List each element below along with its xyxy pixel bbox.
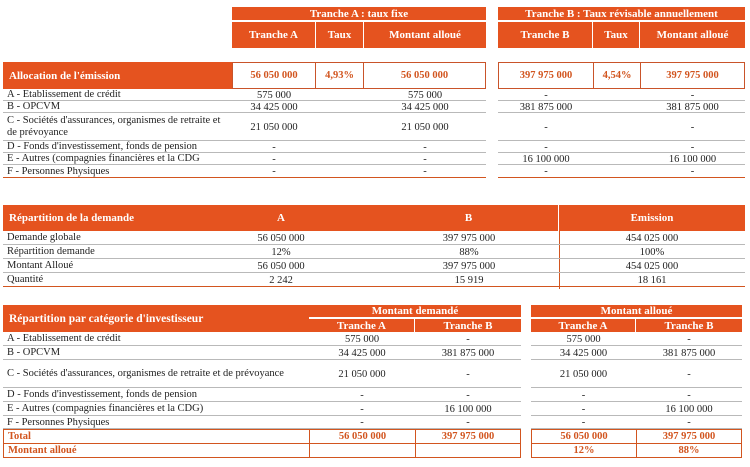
allocation-row-alloc-b: - [690, 89, 695, 101]
montant-alloue-row-demande-b [415, 443, 521, 458]
category-row-label: A - Etablissement de crédit [7, 333, 121, 344]
category-row-alloue-a: - [581, 389, 586, 401]
allocation-row-label: A - Etablissement de crédit [7, 89, 121, 100]
allocation-row-tranche-a: 575 000 [256, 89, 292, 101]
alloue-tranche-a-header: Tranche A [531, 319, 636, 332]
allocation-row-tranche-a: - [272, 141, 276, 153]
demand-row-b: 397 975 000 [442, 232, 496, 244]
demand-row-a: 56 050 000 [257, 232, 305, 244]
allocation-b-amount: 397 975 000 [498, 62, 594, 89]
demand-row-a: 12% [271, 246, 291, 258]
category-row-demande-a: 34 425 000 [338, 347, 386, 359]
category-row-label: B - OPCVM [7, 347, 61, 358]
demand-row-label: Demande globale [7, 232, 81, 243]
col-montant-alloue-a: Montant alloué [364, 22, 486, 48]
demand-row-emission: 454 025 000 [625, 232, 679, 244]
category-row-alloue-b: - [687, 389, 691, 401]
allocation-a-amount: 56 050 000 [232, 62, 316, 89]
total-row-alloue-a: 56 050 000 [531, 429, 637, 444]
allocation-b-rate: 4,54% [593, 62, 641, 89]
demande-tranche-b-header: Tranche B [415, 319, 521, 332]
allocation-a-rate: 4,93% [315, 62, 364, 89]
category-row-label: E - Autres (compagnies financières et la CDG) [7, 403, 204, 414]
demand-row-label: Montant Alloué [7, 260, 74, 271]
allocation-row-alloc-b: 381 875 000 [666, 101, 719, 113]
demand-row-label: Quantité [7, 274, 44, 285]
demand-header-a: A [183, 205, 379, 231]
montant-alloue-row-alloue-a: 12% [531, 443, 637, 458]
allocation-row-label: C - Sociétés d'assurances, organismes de retraite et de prévoyance [7, 115, 221, 138]
tranche-a-header: Tranche A : taux fixe [232, 7, 486, 21]
category-row-demande-a: 575 000 [344, 333, 380, 345]
allocation-row-tranche-b: - [544, 141, 548, 153]
demand-row-a: 2 242 [269, 274, 293, 286]
col-taux-a: Taux [316, 22, 364, 48]
montant-alloue-row-demande-a [309, 443, 416, 458]
demand-row-a: 56 050 000 [257, 260, 305, 272]
total-row-demande-b: 397 975 000 [415, 429, 521, 444]
tranche-b-header: Tranche B : Taux révisable annuellement [498, 7, 745, 21]
total-row-alloue-b: 397 975 000 [636, 429, 742, 444]
allocation-row-tranche-b: - [544, 166, 548, 177]
demand-row-b: 88% [459, 246, 479, 258]
montant-alloue-header: Montant alloué [531, 305, 742, 318]
category-row-label: D - Fonds d'investissement, fonds de pension [7, 389, 198, 400]
allocation-row-alloc-a: - [423, 153, 427, 165]
allocation-row-alloc-a: - [423, 141, 427, 153]
category-row-alloue-b: 16 100 000 [665, 403, 713, 415]
allocation-row-label: D - Fonds d'investissement, fonds de pension [7, 141, 198, 152]
category-row-alloue-a: 34 425 000 [559, 347, 608, 359]
demand-header-label: Répartition de la demande [3, 205, 183, 231]
allocation-row-tranche-b: 16 100 000 [522, 153, 570, 165]
allocation-row-alloc-a: - [423, 166, 427, 177]
total-row-label: Total [3, 429, 310, 444]
allocation-row-tranche-a: 21 050 000 [250, 121, 298, 133]
montant-alloue-row-alloue-b: 88% [636, 443, 742, 458]
category-row-alloue-b: - [687, 333, 691, 345]
allocation-row-alloc-a: 575 000 [407, 89, 443, 101]
allocation-row-tranche-b: - [544, 89, 548, 101]
allocation-row-alloc-b: - [690, 121, 695, 133]
allocation-row-alloc-b: - [690, 141, 695, 153]
category-row-demande-b: 381 875 000 [441, 347, 495, 359]
allocation-row-tranche-a: - [272, 153, 276, 165]
allocation-row-tranche-b: 381 875 000 [519, 101, 573, 113]
category-row-label: C - Sociétés d'assurances, organismes de retraite et de prévoyance [7, 368, 284, 379]
category-row-alloue-b: - [687, 368, 691, 380]
allocation-b-alloc: 397 975 000 [640, 62, 745, 89]
demand-row-emission: 100% [639, 246, 665, 258]
total-row-demande-a: 56 050 000 [309, 429, 416, 444]
category-row-alloue-a: - [581, 417, 586, 428]
category-row-demande-b: - [466, 333, 470, 345]
demand-row-b: 397 975 000 [442, 260, 496, 272]
allocation-row-alloc-a: 34 425 000 [401, 101, 449, 113]
allocation-row-alloc-b: 16 100 000 [668, 153, 717, 165]
category-row-demande-a: - [360, 403, 364, 415]
demand-header-b: B [379, 205, 559, 231]
category-row-demande-b: 16 100 000 [444, 403, 492, 415]
col-tranche-a: Tranche A [232, 22, 316, 48]
demand-row-b: 15 919 [454, 274, 484, 286]
demand-header-emission: Emission [559, 205, 745, 231]
category-row-label: F - Personnes Physiques [7, 416, 110, 428]
demand-row-label: Répartition demande [7, 246, 95, 257]
category-row-demande-a: 21 050 000 [338, 368, 386, 380]
col-taux-b: Taux [593, 22, 640, 48]
allocation-row-alloc-b: - [690, 166, 695, 177]
demand-row-emission: 18 161 [637, 274, 667, 286]
category-row-demande-b: - [466, 389, 470, 401]
allocation-row-label: B - OPCVM [7, 101, 61, 112]
category-row-alloue-b: 381 875 000 [662, 347, 716, 359]
category-row-alloue-a: 21 050 000 [559, 368, 608, 380]
col-tranche-b: Tranche B [498, 22, 593, 48]
category-row-demande-b: - [466, 368, 470, 380]
demand-row-emission: 454 025 000 [625, 260, 679, 272]
allocation-label: Allocation de l'émission [3, 62, 232, 89]
category-row-demande-a: - [360, 417, 364, 428]
alloue-tranche-b-header: Tranche B [636, 319, 742, 332]
montant-demande-header: Montant demandé [309, 305, 521, 318]
allocation-row-tranche-b: - [544, 121, 548, 133]
montant-alloue-row-label: Montant alloué [3, 443, 310, 458]
category-row-alloue-a: - [581, 403, 586, 415]
category-header-label: Répartition par catégorie d'investisseur [3, 305, 309, 332]
demande-tranche-a-header: Tranche A [309, 319, 415, 332]
allocation-row-tranche-a: - [272, 166, 276, 177]
allocation-row-label: F - Personnes Physiques [7, 165, 110, 177]
category-row-alloue-a: 575 000 [566, 333, 601, 345]
allocation-row-label: E - Autres (compagnies financières et la CDG [7, 153, 200, 164]
allocation-row-tranche-a: 34 425 000 [250, 101, 298, 113]
category-row-demande-b: - [466, 417, 470, 428]
col-montant-alloue-b: Montant alloué [640, 22, 745, 48]
category-row-alloue-b: - [687, 417, 691, 428]
allocation-row-alloc-a: 21 050 000 [401, 121, 449, 133]
category-row-demande-a: - [360, 389, 364, 401]
allocation-a-alloc: 56 050 000 [363, 62, 486, 89]
